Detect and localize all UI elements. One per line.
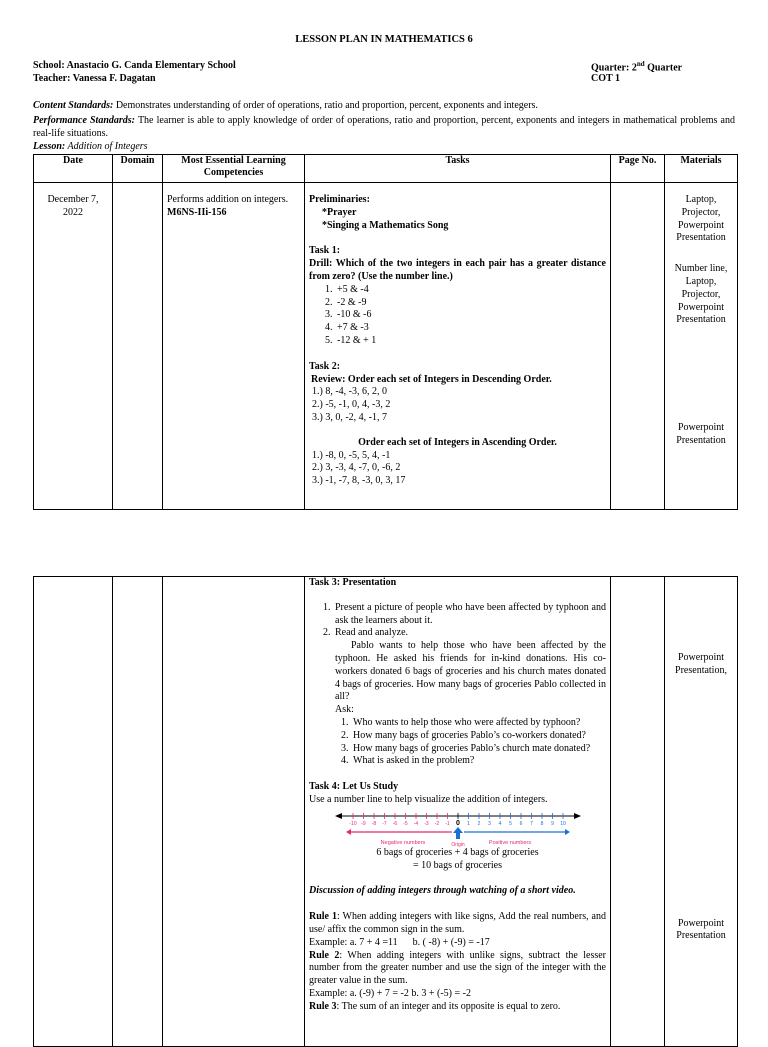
teacher-line: Teacher: Vanessa F. Dagatan bbox=[33, 73, 156, 84]
competency-text: Performs addition on integers. bbox=[167, 194, 289, 205]
list-item: 3. -10 & -6 bbox=[335, 309, 606, 322]
task2-review: Review: Order each set of Integers in Descending Order. bbox=[311, 373, 552, 385]
materials-a: Powerpoint Presentation, bbox=[675, 652, 727, 676]
task2-title: Task 2: bbox=[309, 360, 341, 372]
origin-arrow bbox=[453, 827, 463, 839]
negative-label: Negative numbers bbox=[380, 839, 425, 846]
list-item: 3. How many bags of groceries Pablo’s church mate donated? bbox=[351, 743, 606, 756]
cot-line: COT 1 bbox=[591, 73, 620, 84]
page-title: LESSON PLAN IN MATHEMATICS 6 bbox=[295, 34, 473, 45]
competency-code: M6NS-IIi-156 bbox=[167, 206, 227, 218]
content-standards: Content Standards: Demonstrates understanding of order of operations, ratio and proportion, percent, exponents and integers. bbox=[33, 100, 538, 111]
header-page-no: Page No. bbox=[611, 155, 665, 183]
right-arrowhead bbox=[574, 813, 581, 819]
tasks-cell bbox=[305, 183, 611, 510]
task2-asc-title: Order each set of Integers in Ascending Order. bbox=[358, 436, 557, 448]
tick-label: 2 bbox=[477, 820, 480, 827]
tick-label: 10 bbox=[559, 820, 566, 827]
date-cell bbox=[34, 577, 113, 1047]
prelim-item: *Prayer bbox=[322, 206, 357, 218]
task1-title: Task 1: bbox=[309, 245, 341, 257]
materials-b: Powerpoint Presentation bbox=[676, 917, 726, 942]
question-list bbox=[335, 717, 606, 768]
task4-title: Task 4: Let Us Study bbox=[309, 781, 399, 793]
positive-label: Positive numbers bbox=[488, 839, 531, 846]
materials-3: Powerpoint Presentation bbox=[676, 422, 726, 446]
tick-label: 9 bbox=[550, 820, 554, 827]
lesson-plan-table-1 bbox=[33, 154, 738, 510]
task1-list bbox=[309, 284, 606, 348]
list-item: 2.) -5, -1, 0, 4, -3, 2 bbox=[312, 399, 391, 411]
equation-line-1: 6 bags of groceries + 4 bags of groceries bbox=[376, 846, 539, 858]
number-line-figure bbox=[333, 809, 583, 847]
ask-label: Ask: bbox=[335, 704, 354, 716]
quarter-line: Quarter: 2nd Quarter bbox=[591, 60, 683, 74]
competency-cell bbox=[163, 577, 305, 1047]
domain-cell bbox=[113, 577, 163, 1047]
school-line: School: Anastacio G. Canda Elementary School bbox=[33, 60, 236, 71]
list-item: 1.) -8, 0, -5, 5, 4, -1 bbox=[312, 449, 391, 461]
tick-label: 5 bbox=[508, 820, 512, 827]
page-no-cell bbox=[611, 577, 665, 1047]
lesson-line: Lesson: Addition of Integers bbox=[33, 141, 148, 152]
tick-label: -7 bbox=[381, 820, 387, 827]
tick-label: -8 bbox=[371, 820, 376, 827]
performance-standards: Performance Standards: The learner is able to apply knowledge of order of operations, ratio and proportion, percent, exponents and integers in mathematical problems and real-life situations. bbox=[33, 115, 735, 139]
list-item: 1.) 8, -4, -3, 6, 2, 0 bbox=[312, 386, 387, 398]
prelim-item: *Singing a Mathematics Song bbox=[322, 219, 449, 231]
rule-1: Rule 1: When adding integers with like signs, Add the real numbers, and use/ affix the common sign in the sum. bbox=[309, 911, 606, 935]
tick-label: -5 bbox=[402, 820, 408, 827]
materials-2: Number line, Laptop, Projector, Powerpoint Presentation bbox=[674, 263, 728, 326]
lesson-plan-table-2 bbox=[33, 576, 738, 1047]
tick-label: 3 bbox=[487, 820, 491, 827]
rule-2-example: Example: a. (-9) + 7 = -2 b. 3 + (-5) = -2 bbox=[309, 987, 471, 999]
list-item: 2. How many bags of groceries Pablo’s co-workers donated? bbox=[351, 730, 606, 743]
task3-title: Task 3: Presentation bbox=[309, 577, 397, 588]
rule-2: Rule 2: When adding integers with unlike signs, subtract the lesser number from the greater number and use the sign of the integer with the greater value in the sum. bbox=[309, 949, 606, 987]
header-date: Date bbox=[34, 155, 113, 183]
list-item: 2.) 3, -3, 4, -7, 0, -6, 2 bbox=[312, 462, 401, 474]
materials-cell bbox=[665, 577, 738, 1047]
date-cell: December 7, 2022 bbox=[34, 183, 113, 510]
domain-cell bbox=[113, 183, 163, 510]
tick-label: -6 bbox=[392, 820, 397, 827]
tick-label: -1 bbox=[444, 820, 450, 827]
list-item: 4. +7 & -3 bbox=[335, 322, 606, 335]
left-arrowhead bbox=[335, 813, 342, 819]
negative-arrowhead bbox=[346, 829, 351, 835]
list-item: 4. What is asked in the problem? bbox=[351, 755, 606, 768]
list-item: 3.) -1, -7, 8, -3, 0, 3, 17 bbox=[312, 475, 406, 487]
equation-line-2: = 10 bags of groceries bbox=[413, 859, 502, 871]
tasks-cell bbox=[305, 577, 611, 1047]
list-item: 1. +5 & -4 bbox=[335, 284, 606, 297]
list-item: 5. -12 & + 1 bbox=[335, 335, 606, 348]
list-item: 3.) 3, 0, -2, 4, -1, 7 bbox=[312, 411, 387, 423]
list-item: 2. -2 & -9 bbox=[335, 297, 606, 310]
header-domain: Domain bbox=[113, 155, 163, 183]
tick-label: 6 bbox=[519, 820, 522, 827]
positive-arrowhead bbox=[565, 829, 570, 835]
tick-label: 1 bbox=[466, 820, 470, 827]
origin-label: Origin bbox=[450, 841, 465, 847]
tick-label: -4 bbox=[413, 820, 418, 827]
list-item: 2. Read and analyze. Pablo wants to help those who have been affected by the typhoon. He asked his friends for in-kind donations. His co-workers donated 6 bags of groceries and his church mates donated 4 bags of groceries. How many bags of groceries Pablo collected in all? Ask: 1. Who wants to help those who were affected by typhoon? 2. How many bags of groceries Pablo’s co-workers donated? 3. How many bags of groceries Pablo’s church mate donated? 4. What is asked in the problem? bbox=[333, 627, 606, 768]
tick-label: -3 bbox=[423, 820, 429, 827]
tick-label: 4 bbox=[498, 820, 501, 827]
discussion-text: Discussion of adding integers through watching of a short video. bbox=[309, 885, 576, 897]
task1-drill: Drill: Which of the two integers in each pair has a greater distance from zero? (Use the number line.) bbox=[309, 258, 606, 282]
header-materials: Materials bbox=[665, 155, 738, 183]
tick-label: 8 bbox=[540, 820, 543, 827]
competency-cell bbox=[163, 183, 305, 510]
tick-label: -9 bbox=[360, 820, 366, 827]
rule-3: Rule 3: The sum of an integer and its opposite is equal to zero. bbox=[309, 1000, 561, 1012]
header-tasks: Tasks bbox=[305, 155, 611, 183]
preliminaries-title: Preliminaries: bbox=[309, 194, 370, 205]
page-no-cell bbox=[611, 183, 665, 510]
story-text: Pablo wants to help those who have been affected by the typhoon. He asked his friends for in-kind donations. His co-workers donated 6 bags of groceries and his church mates donated 4 bags of groceries. How many bags of groceries Pablo collected in all? bbox=[335, 640, 606, 703]
header-competencies: Most Essential Learning Competencies bbox=[163, 155, 305, 183]
tick-label: 7 bbox=[529, 820, 533, 827]
materials-cell bbox=[665, 183, 738, 510]
tick-label: -10 bbox=[348, 820, 357, 827]
list-item: 1. Who wants to help those who were affected by typhoon? bbox=[351, 717, 606, 730]
task3-list bbox=[309, 602, 606, 768]
task4-text: Use a number line to help visualize the addition of integers. bbox=[309, 793, 548, 805]
list-item: 1. Present a picture of people who have been affected by typhoon and ask the learners about it. bbox=[333, 602, 606, 628]
rule-1-example: Example: a. 7 + 4 =11 b. ( -8) + (-9) = -17 bbox=[309, 936, 490, 948]
materials-1: Laptop, Projector, Powerpoint Presentation bbox=[676, 194, 726, 244]
tick-label: 0 bbox=[455, 819, 460, 827]
tick-label: -2 bbox=[434, 820, 439, 827]
